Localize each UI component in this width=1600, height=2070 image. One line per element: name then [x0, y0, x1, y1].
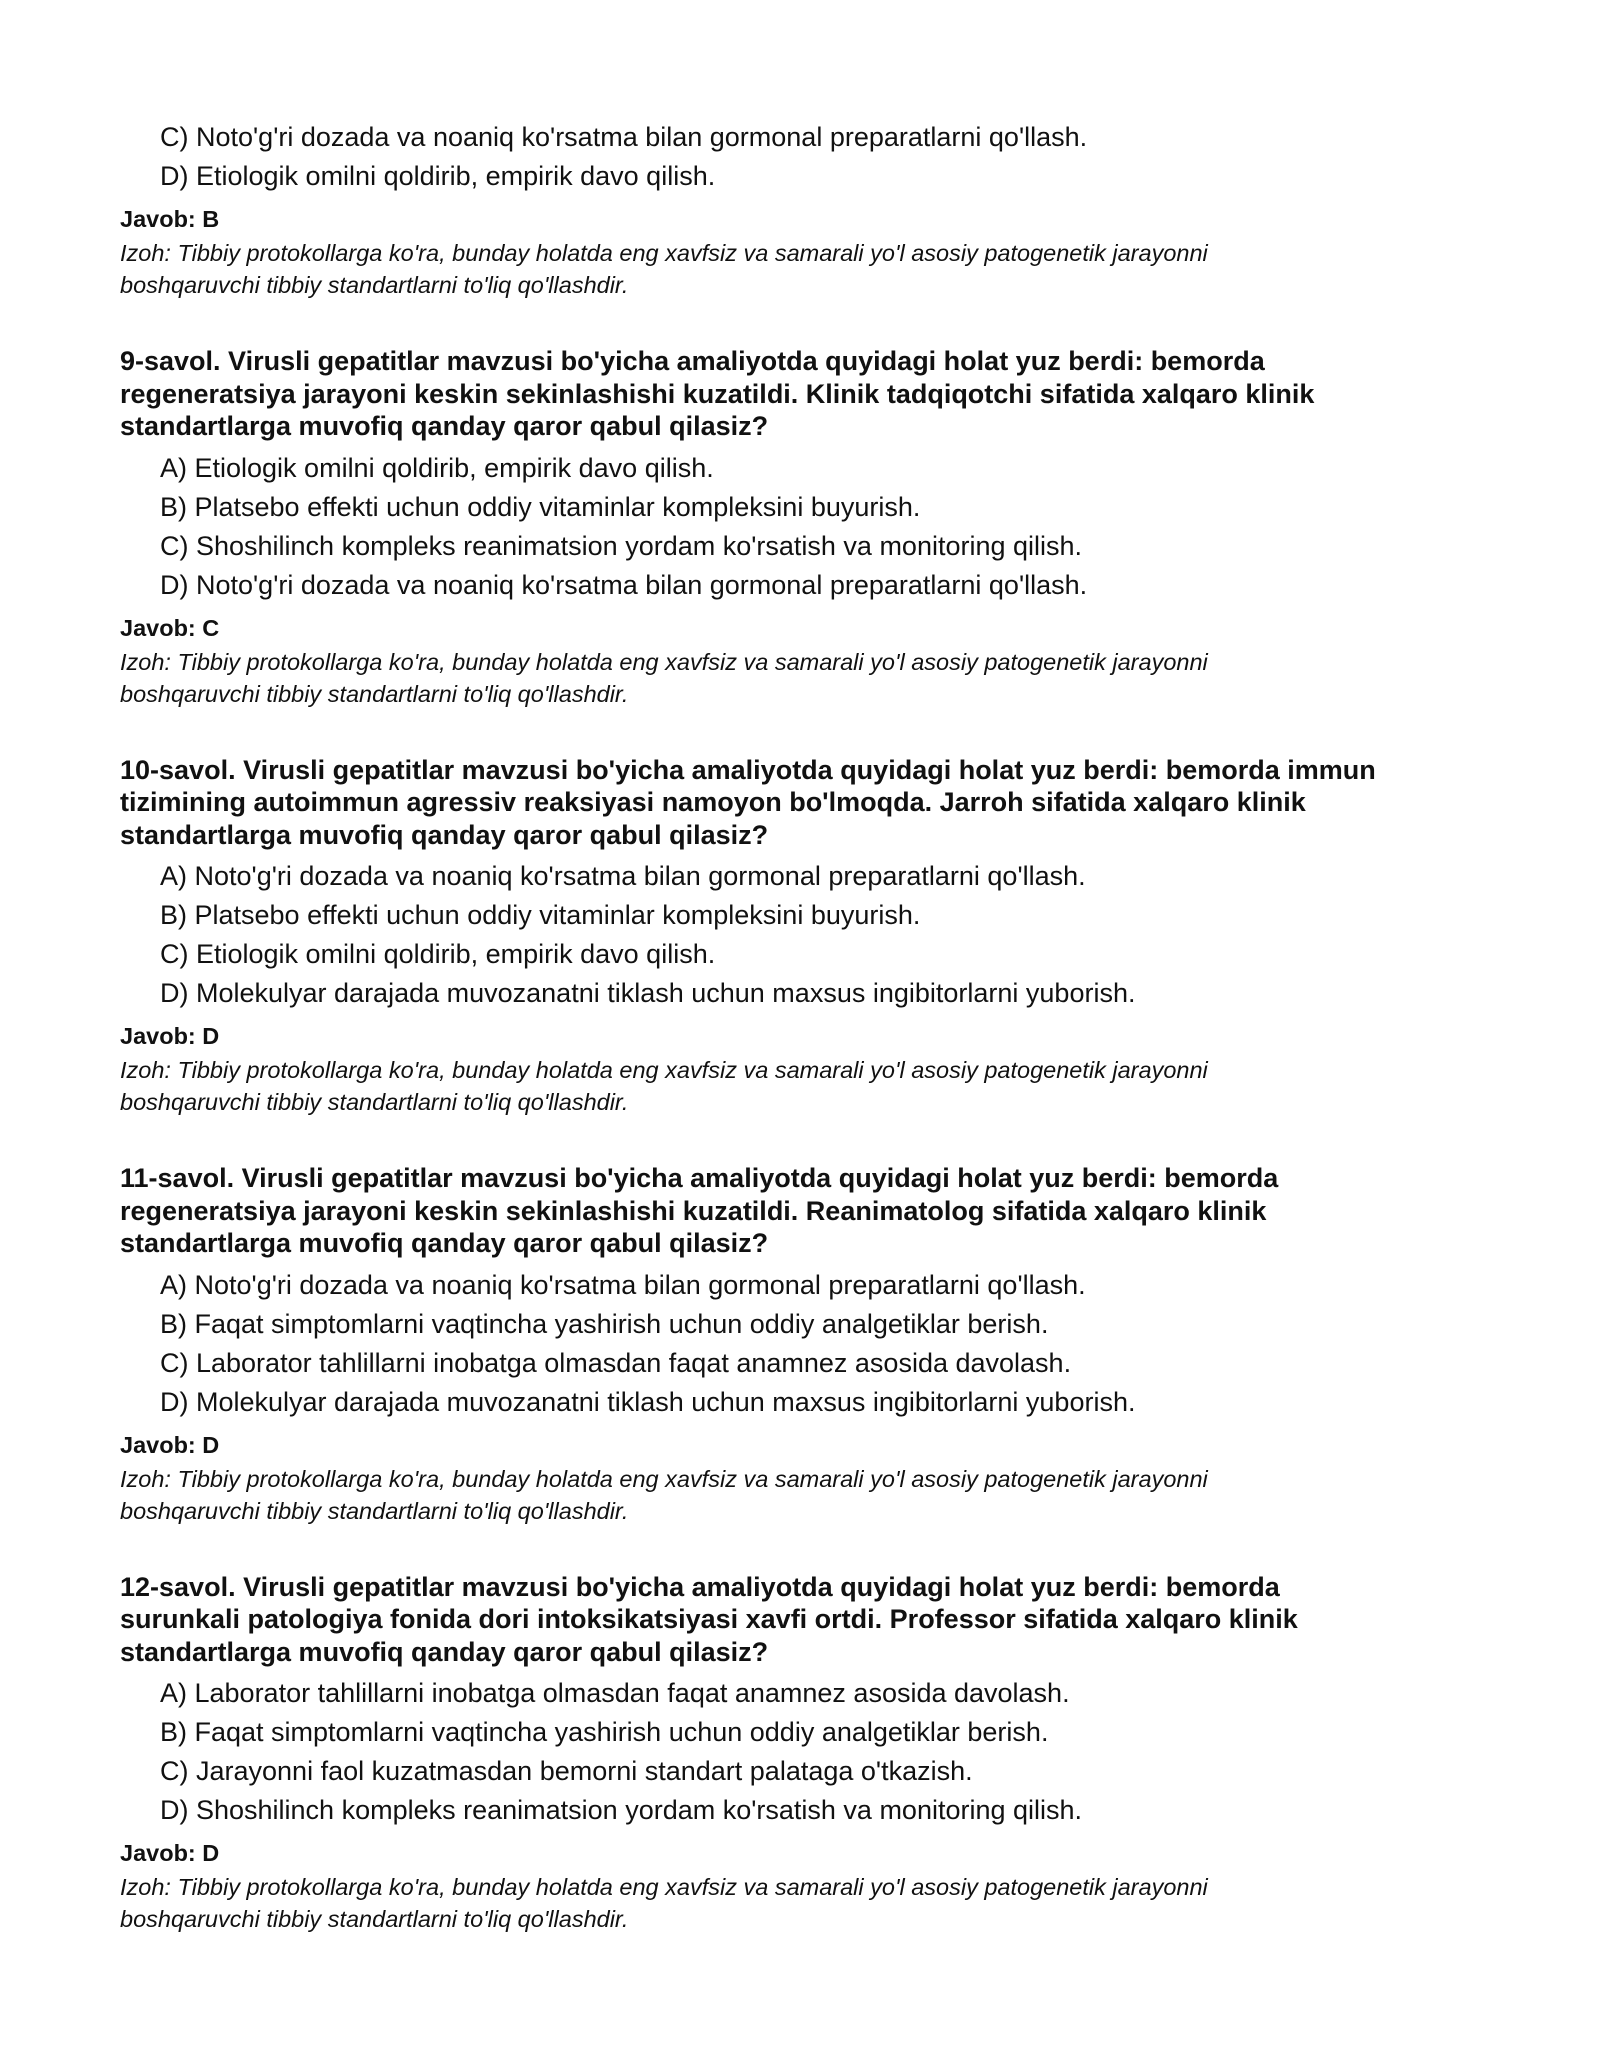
title-line: regeneratsiya jarayoni keskin sekinlashishi kuzatildi. Klinik tadqiqotchi sifatida xalqaro klinik: [120, 378, 1315, 409]
note-line: Izoh: Tibbiy protokollarga ko'ra, bunday holatda eng xavfsiz va samarali yo'l asosiy patogenetik jarayonni: [120, 1465, 1208, 1492]
note-line: Izoh: Tibbiy protokollarga ko'ra, bunday holatda eng xavfsiz va samarali yo'l asosiy patogenetik jarayonni: [120, 1057, 1208, 1083]
option-b: B) Platsebo effekti uchun oddiy vitaminlar kompleksini buyurish.: [160, 900, 921, 930]
note-line: Izoh: Tibbiy protokollarga ko'ra, bunday holatda eng xavfsiz va samarali yo'l asosiy patogenetik jarayonni: [120, 648, 1208, 675]
answer-label: Javob: B: [120, 206, 220, 232]
title-line: surunkali patologiya fonida dori intoksikatsiyasi xavfi ortdi. Professor sifatida xalqaro klinik: [120, 1604, 1298, 1634]
option-c: C) Laborator tahlillarni inobatga olmasdan faqat anamnez asosida davolash.: [160, 1347, 1072, 1378]
question-title: [120, 345, 1490, 443]
title-line: standartlarga muvofiq qanday qaror qabul qilasiz?: [120, 1228, 769, 1258]
question-title: [120, 754, 1490, 852]
note-line: boshqaruvchi tibbiy standartlarni to'liq qo'llashdir.: [120, 1089, 629, 1115]
question-12: [120, 1571, 1490, 1936]
option-a: A) Laborator tahlillarni inobatga olmasdan faqat anamnez asosida davolash.: [160, 1678, 1070, 1708]
note-line: boshqaruvchi tibbiy standartlarni to'liq qo'llashdir.: [120, 1497, 629, 1524]
option-c: C) Jarayonni faol kuzatmasdan bemorni standart palataga o'tkazish.: [160, 1756, 973, 1786]
option-a: A) Etiologik omilni qoldirib, empirik davo qilish.: [160, 452, 714, 483]
question-10: [120, 754, 1490, 1119]
answer-label: Javob: D: [120, 1431, 220, 1458]
option-c: C) Etiologik omilni qoldirib, empirik davo qilish.: [160, 939, 716, 969]
answer-label: Javob: C: [120, 614, 220, 641]
option-c: C) Noto'g'ri dozada va noaniq ko'rsatma bilan gormonal preparatlarni qo'llash.: [160, 122, 1088, 152]
option-b: B) Faqat simptomlarni vaqtincha yashirish uchun oddiy analgetiklar berish.: [160, 1308, 1049, 1339]
option-d: D) Etiologik omilni qoldirib, empirik davo qilish.: [160, 161, 716, 191]
question-8-continued: [120, 118, 1490, 301]
question-9: [120, 345, 1490, 710]
option-d: D) Molekulyar darajada muvozanatni tiklash uchun maxsus ingibitorlarni yuborish.: [160, 978, 1136, 1008]
explanation-note: [120, 237, 1490, 301]
question-title: [120, 1571, 1490, 1669]
option-a: A) Noto'g'ri dozada va noaniq ko'rsatma bilan gormonal preparatlarni qo'llash.: [160, 1269, 1086, 1300]
note-line: Izoh: Tibbiy protokollarga ko'ra, bunday holatda eng xavfsiz va samarali yo'l asosiy patogenetik jarayonni: [120, 240, 1208, 266]
explanation-note: [120, 1871, 1490, 1935]
title-line: 10-savol. Virusli gepatitlar mavzusi bo'yicha amaliyotda quyidagi holat yuz berdi: bemorda immun: [120, 754, 1376, 785]
title-line: 9-savol. Virusli gepatitlar mavzusi bo'yicha amaliyotda quyidagi holat yuz berdi: bemorda: [120, 346, 1265, 376]
option-a: A) Noto'g'ri dozada va noaniq ko'rsatma bilan gormonal preparatlarni qo'llash.: [160, 861, 1086, 891]
note-line: Izoh: Tibbiy protokollarga ko'ra, bunday holatda eng xavfsiz va samarali yo'l asosiy patogenetik jarayonni: [120, 1874, 1208, 1900]
title-line: 12-savol. Virusli gepatitlar mavzusi bo'yicha amaliyotda quyidagi holat yuz berdi: bemorda: [120, 1571, 1280, 1602]
note-line: boshqaruvchi tibbiy standartlarni to'liq qo'llashdir.: [120, 1906, 629, 1932]
title-line: tizimining autoimmun agressiv reaksiyasi namoyon bo'lmoqda. Jarroh sifatida xalqaro klinik: [120, 787, 1306, 817]
title-line: 11-savol. Virusli gepatitlar mavzusi bo'yicha amaliyotda quyidagi holat yuz berdi: bemorda: [120, 1163, 1279, 1193]
title-line: standartlarga muvofiq qanday qaror qabul qilasiz?: [120, 1636, 769, 1667]
explanation-note: [120, 1054, 1490, 1118]
title-line: standartlarga muvofiq qanday qaror qabul qilasiz?: [120, 411, 769, 441]
explanation-note: [120, 646, 1490, 710]
title-line: regeneratsiya jarayoni keskin sekinlashishi kuzatildi. Reanimatolog sifatida xalqaro klinik: [120, 1195, 1267, 1226]
question-title: [120, 1162, 1490, 1260]
option-d: D) Shoshilinch kompleks reanimatsion yordam ko'rsatish va monitoring qilish.: [160, 1795, 1083, 1825]
option-c: C) Shoshilinch kompleks reanimatsion yordam ko'rsatish va monitoring qilish.: [160, 530, 1083, 561]
answer-label: Javob: D: [120, 1840, 220, 1866]
title-line: standartlarga muvofiq qanday qaror qabul qilasiz?: [120, 819, 769, 850]
answer-label: Javob: D: [120, 1023, 220, 1049]
option-d: D) Noto'g'ri dozada va noaniq ko'rsatma bilan gormonal preparatlarni qo'llash.: [160, 569, 1088, 600]
explanation-note: [120, 1463, 1490, 1527]
question-11: [120, 1162, 1490, 1527]
note-line: boshqaruvchi tibbiy standartlarni to'liq qo'llashdir.: [120, 272, 629, 298]
option-b: B) Faqat simptomlarni vaqtincha yashirish uchun oddiy analgetiklar berish.: [160, 1717, 1049, 1747]
option-b: B) Platsebo effekti uchun oddiy vitaminlar kompleksini buyurish.: [160, 491, 921, 522]
option-d: D) Molekulyar darajada muvozanatni tiklash uchun maxsus ingibitorlarni yuborish.: [160, 1386, 1136, 1417]
note-line: boshqaruvchi tibbiy standartlarni to'liq qo'llashdir.: [120, 680, 629, 707]
